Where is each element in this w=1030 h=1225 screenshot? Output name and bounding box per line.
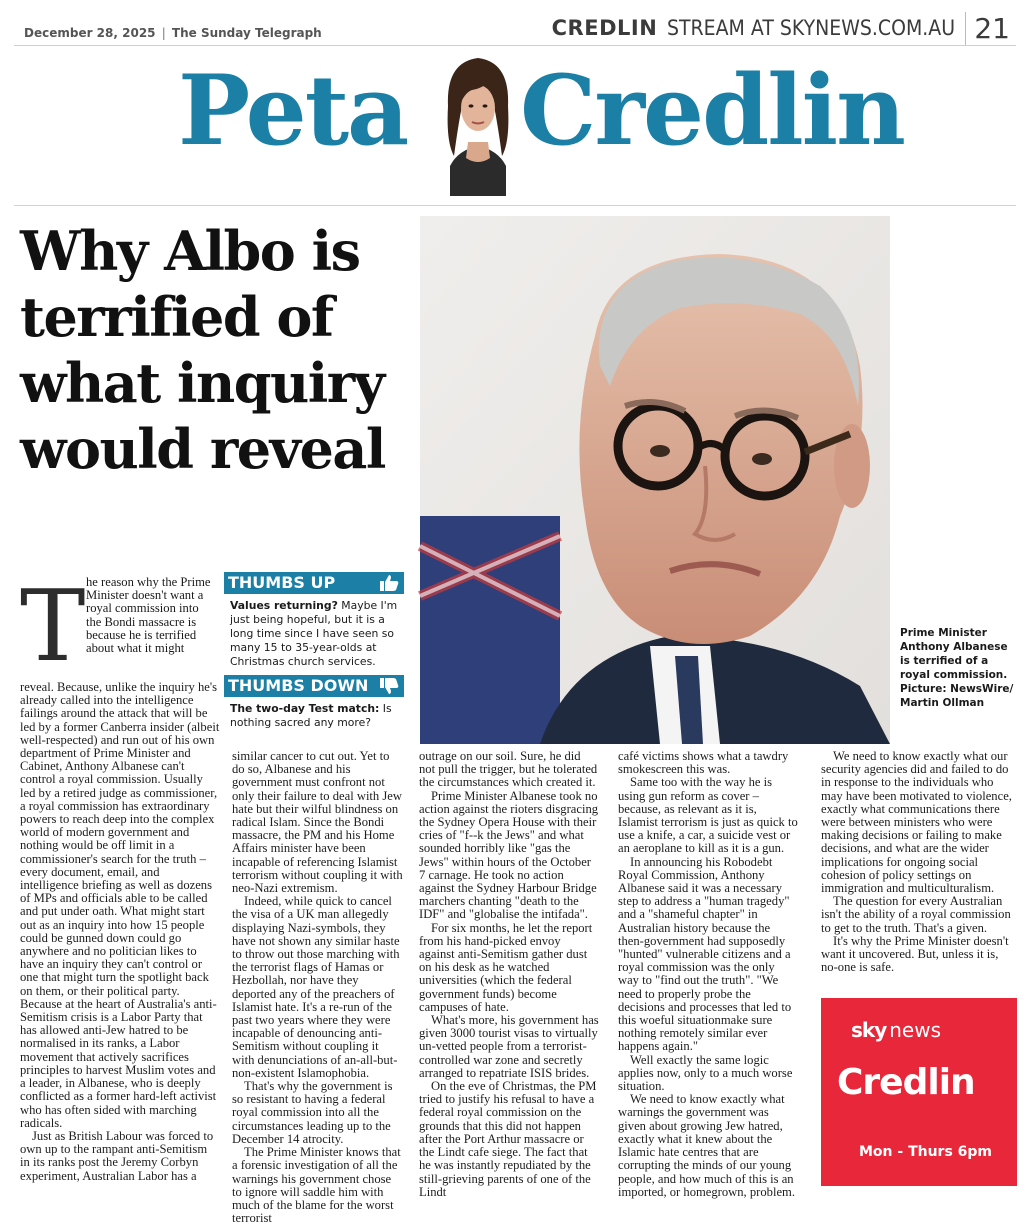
paragraph: For six months, he let the report from his hand-picked envoy against anti-Semitism gather dust on his desk as he watched universities (which the federal government funds) become campuses of hate. (419, 920, 593, 1014)
masthead-first-name: Peta (178, 54, 408, 167)
paragraph: outrage on our soil. Sure, he did not pull the trigger, but he tolerated the circumstances which created it. (419, 749, 598, 790)
thumbs-up-icon (378, 574, 400, 592)
thumbs-down-text (224, 697, 412, 736)
paragraph: On the eve of Christmas, the PM tried to justify his refusal to have a federal royal commission on the grounds that this did not happen after the Port Arthur massacre or the Lindt cafe siege. The fact that he was instantly repudiated by the still-grieving parents of one of the Lindt (419, 1079, 597, 1199)
paragraph: That's why the government is so resistant to having a federal royal commission into all the circumstances leading up to the December 14 atrocity. (232, 1079, 393, 1146)
columnist-portrait (428, 46, 528, 196)
thumbs-down-lead: The two-day Test match: (230, 702, 380, 715)
article-photo (420, 216, 890, 744)
paragraph: The question for every Australian isn't the ability of a royal commission to get to the truth. That's a given. (821, 894, 1011, 935)
thumbs-up-text (224, 594, 412, 675)
publication-name: The Sunday Telegraph (171, 26, 322, 40)
thumbs-down-body: Is nothing sacred any more? (230, 702, 392, 729)
article-lead: he reason why the Prime Minister doesn't want a royal commission into the Bondi massacre is because he is terrified about what it might (86, 575, 211, 656)
article-column-5 (821, 750, 1017, 974)
drop-cap: T (20, 570, 86, 684)
show-title: Credlin (837, 1062, 975, 1103)
article-column-3 (419, 750, 599, 1199)
paragraph: Just as British Labour was forced to own up to the rampant anti-Semitism in its ranks post the Jeremy Corbyn experiment, Australian Labor has a (20, 1128, 214, 1183)
article-headline: Why Albo is terrified of what inquiry would reveal (20, 219, 385, 481)
paragraph: We need to know exactly what warnings the government was given about growing Jew hatred, exactly what it knew about the Islamic hate centres that are corrupting the minds of our young people, and how much of this is an imported, or homegrown, problem. (618, 1092, 795, 1199)
columnist-masthead (0, 46, 1030, 206)
thumbs-down-icon (378, 677, 400, 695)
paragraph: Well exactly the same logic applies now, only to a much worse situation. (618, 1052, 793, 1094)
thumbs-up-header (224, 572, 404, 594)
thumbs-up-lead: Values returning? (230, 599, 338, 612)
masthead-last-name: Credlin (520, 54, 904, 167)
thumbs-up-body: Maybe I'm just being hopeful, but it is a long time since I have seen so many 15 to 35-year-olds at Christmas church services. (230, 599, 398, 668)
column-brand: CREDLIN (551, 16, 658, 40)
stream-promo: STREAM AT SKYNEWS.COM.AU (667, 16, 956, 40)
thumbs-down-header (224, 675, 404, 697)
thumbs-box (224, 572, 412, 744)
dateline (24, 26, 322, 40)
show-times: Mon - Thurs 6pm (859, 1144, 993, 1160)
paragraph: In announcing his Robodebt Royal Commission, Anthony Albanese said it was a necessary step to address a "human tragedy" and a "shameful chapter" in Australian history because the then-government had supposedly "hunted" vulnerable citizens and a royal commission was the only way to "find out the truth". "We need to properly probe the decisions and processes that led to this woeful situationmake sure nothing remotely similar ever happens again." (618, 854, 792, 1054)
sky-wordmark: sky (851, 1018, 887, 1042)
paragraph: The Prime Minister knows that a forensic investigation of all the warnings his government chose to ignore will saddle him with much of the blame for the worst terrorist (232, 1145, 401, 1225)
page-header-bar (14, 6, 1016, 46)
thumbs-up-label: THUMBS UP (228, 573, 336, 592)
paragraph: similar cancer to cut out. Yet to do so, Albanese and his government must confront not only their failure to deal with Jew hate but their wilful blindness on radical Islam. Since the Bondi massacre, the PM and his Home Affairs minister have been incapable of referencing Islamist terrorism without coupling it with neo-Nazi extremism. (232, 749, 403, 896)
paragraph: reveal. Because, unlike the inquiry he's already called into the intelligence failings around the attack that will be led by a former Canberra insider (albeit well-respected) and run out of his own department of Prime Minister and Cabinet, Anthony Albanese can't control a royal commission. Usually led by a retired judge as commissioner, a royal commission has extraordinary powers to reach deep into the complex world of modern government and nothing would be off limit in a commissioner's search for the truth – every document, email, and intelligence briefing as well as dozens of MPs and officials able to be called and put under oath. What might start out as an inquiry into how 15 people could be gunned down could go anywhere and no politician likes to have an inquiry they can't control or one that might turn the spotlight back on them, or their political party. Because at the heart of Australia's anti-Semitism crisis is a Labor Party that has allowed anti-Jew hatred to be normalised in its ranks, a Labor movement that actively sacrifices principles to harvest Muslim votes and a leader, in Albanese, who is deeply conflicted as a former hard-left activist who has often sided with marching radicals. (20, 680, 220, 1130)
thumbs-down-label: THUMBS DOWN (228, 676, 369, 695)
photo-caption: Prime Minister Anthony Albanese is terrified of a royal commission. Picture: NewsWire/ Martin Ollman (900, 627, 1014, 709)
issue-date: December 28, 2025 (24, 26, 156, 40)
paragraph: We need to know exactly what our security agencies did and failed to do in response to the individuals who may have been motivated to violence, exactly what communications there were between ministers who were making decisions or failing to make decisions, and what are the wider implications for ongoing social cohesion of policy settings on immigration and multiculturalism. (821, 749, 1012, 896)
article-column-1 (20, 681, 220, 1183)
paragraph: Same too with the way he is using gun reform as cover – because, as relevant as it is, Islamist terrorism is just as quick to use a knife, a car, a suicide vest or an aeroplane to kill as it is a gun. (618, 775, 798, 856)
paragraph: café victims shows what a tawdry smokescreen this was. (618, 749, 789, 777)
news-wordmark: news (889, 1018, 942, 1042)
header-right (552, 12, 1010, 44)
page-number: 21 (965, 12, 1010, 45)
article-column-4 (618, 750, 798, 1199)
paragraph: What's more, his government has given 3000 tourist visas to virtually un-vetted people from a terrorist-controlled war zone and secretly arranged to repatriate ISIS brides. (419, 1013, 599, 1080)
sky-news-promo (821, 998, 1017, 1186)
paragraph: Indeed, while quick to cancel the visa of a UK man allegedly displaying Nazi-symbols, they have not shown any similar haste to throw out those marching with the terrorist flags of Hamas or Hezbollah, nor have they deported any of the preachers of Islamist hate. It's a re-run of the past two years where they were incapable of denouncing anti-Semitism without coupling it with denunciations of an-all-but-non-existent Islamophobia. (232, 894, 400, 1080)
masthead-divider (14, 205, 1016, 206)
dateline-separator: | (161, 26, 166, 40)
prime-minister-photo (420, 216, 890, 744)
paragraph: Prime Minister Albanese took no action against the rioters disgracing the Sydney Opera House with their cries of "f--k the Jews" and what sounded horribly like "gas the Jews" within hours of the October 7 carnage. He took no action against the Sydney Harbour Bridge marchers chanting "death to the IDF" and "globalise the intifada". (419, 788, 599, 922)
article-column-2 (232, 750, 404, 1225)
sky-news-logo (851, 1018, 941, 1042)
paragraph: It's why the Prime Minister doesn't want it uncovered. But, unless it is, no-one is safe. (821, 933, 1009, 975)
